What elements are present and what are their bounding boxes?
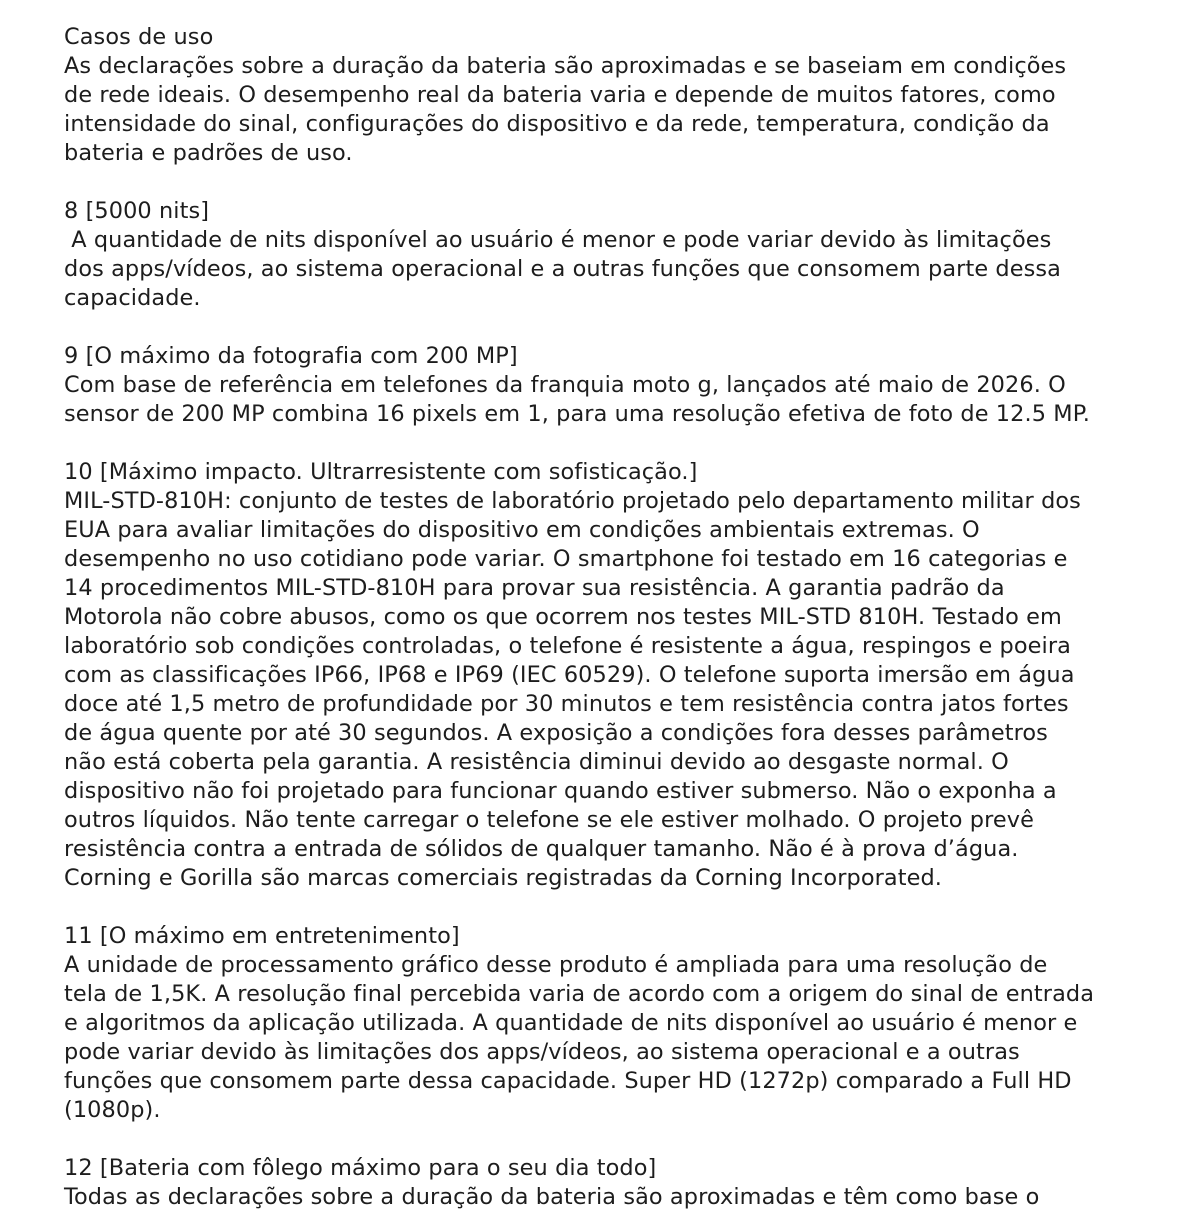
text-line: bateria e padrões de uso. — [64, 140, 353, 166]
section-10-durability — [64, 458, 1144, 893]
text-line: EUA para avaliar limitações do dispositivo em condições ambientais extremas. O — [64, 517, 980, 543]
text-line: intensidade do sinal, configurações do dispositivo e da rede, temperatura, condição da — [64, 111, 1050, 137]
section-heading: 8 [5000 nits] — [64, 198, 210, 224]
text-line: funções que consomem parte dessa capacidade. Super HD (1272p) comparado a Full HD — [64, 1068, 1072, 1094]
text-line: MIL-STD-810H: conjunto de testes de laboratório projetado pelo departamento militar dos — [64, 488, 1081, 514]
text-line: e algoritmos da aplicação utilizada. A quantidade de nits disponível ao usuário é menor e — [64, 1010, 1078, 1036]
text-line: de água quente por até 30 segundos. A exposição a condições fora desses parâmetros — [64, 720, 1048, 746]
section-heading: 11 [O máximo em entretenimento] — [64, 923, 460, 949]
text-line: capacidade. — [64, 285, 201, 311]
text-line: doce até 1,5 metro de profundidade por 30 minutos e tem resistência contra jatos fortes — [64, 691, 1069, 717]
section-12-battery — [64, 1154, 1144, 1212]
text-line: resistência contra a entrada de sólidos de qualquer tamanho. Não é à prova d’água. — [64, 836, 1019, 862]
section-heading: 9 [O máximo da fotografia com 200 MP] — [64, 343, 518, 369]
text-line: com as classificações IP66, IP68 e IP69 (IEC 60529). O telefone suporta imersão em água — [64, 662, 1075, 688]
text-line: laboratório sob condições controladas, o telefone é resistente a água, respingos e poeira — [64, 633, 1071, 659]
section-spacer — [64, 313, 1144, 342]
text-line: As declarações sobre a duração da bateria são aproximadas e se baseiam em condições — [64, 53, 1067, 79]
text-line: A quantidade de nits disponível ao usuário é menor e pode variar devido às limitações — [64, 227, 1052, 253]
section-9-photography — [64, 342, 1144, 429]
text-line: não está coberta pela garantia. A resistência diminui devido ao desgaste normal. O — [64, 749, 1009, 775]
text-line: pode variar devido às limitações dos apps/vídeos, ao sistema operacional e a outras — [64, 1039, 1020, 1065]
text-line: desempenho no uso cotidiano pode variar. O smartphone foi testado em 16 categorias e — [64, 546, 1068, 572]
section-8-nits — [64, 197, 1144, 313]
text-line: (1080p). — [64, 1097, 161, 1123]
section-heading: 10 [Máximo impacto. Ultrarresistente com sofisticação.] — [64, 459, 698, 485]
text-line: Com base de referência em telefones da franquia moto g, lançados até maio de 2026. O — [64, 372, 1066, 398]
legal-notes-document — [64, 23, 1144, 1212]
section-use-cases — [64, 23, 1144, 168]
text-line: de rede ideais. O desempenho real da bateria varia e depende de muitos fatores, como — [64, 82, 1056, 108]
section-heading: 12 [Bateria com fôlego máximo para o seu dia todo] — [64, 1155, 657, 1181]
text-line: tela de 1,5K. A resolução final percebida varia de acordo com a origem do sinal de entrada — [64, 981, 1095, 1007]
text-line: outros líquidos. Não tente carregar o telefone se ele estiver molhado. O projeto prevê — [64, 807, 1034, 833]
section-11-entertainment — [64, 922, 1144, 1125]
section-spacer — [64, 168, 1144, 197]
text-line: 14 procedimentos MIL-STD-810H para provar sua resistência. A garantia padrão da — [64, 575, 1005, 601]
text-line: Corning e Gorilla são marcas comerciais registradas da Corning Incorporated. — [64, 865, 943, 891]
section-spacer — [64, 893, 1144, 922]
text-line: A unidade de processamento gráfico desse produto é ampliada para uma resolução de — [64, 952, 1048, 978]
text-line: sensor de 200 MP combina 16 pixels em 1, para uma resolução efetiva de foto de 12.5 MP. — [64, 401, 1091, 427]
text-line: dispositivo não foi projetado para funcionar quando estiver submerso. Não o exponha a — [64, 778, 1057, 804]
section-heading: Casos de uso — [64, 24, 214, 50]
section-spacer — [64, 1125, 1144, 1154]
section-spacer — [64, 429, 1144, 458]
text-line: dos apps/vídeos, ao sistema operacional e a outras funções que consomem parte dessa — [64, 256, 1061, 282]
text-line: Motorola não cobre abusos, como os que ocorrem nos testes MIL-STD 810H. Testado em — [64, 604, 1062, 630]
text-line: Todas as declarações sobre a duração da bateria são aproximadas e têm como base o — [64, 1184, 1040, 1210]
